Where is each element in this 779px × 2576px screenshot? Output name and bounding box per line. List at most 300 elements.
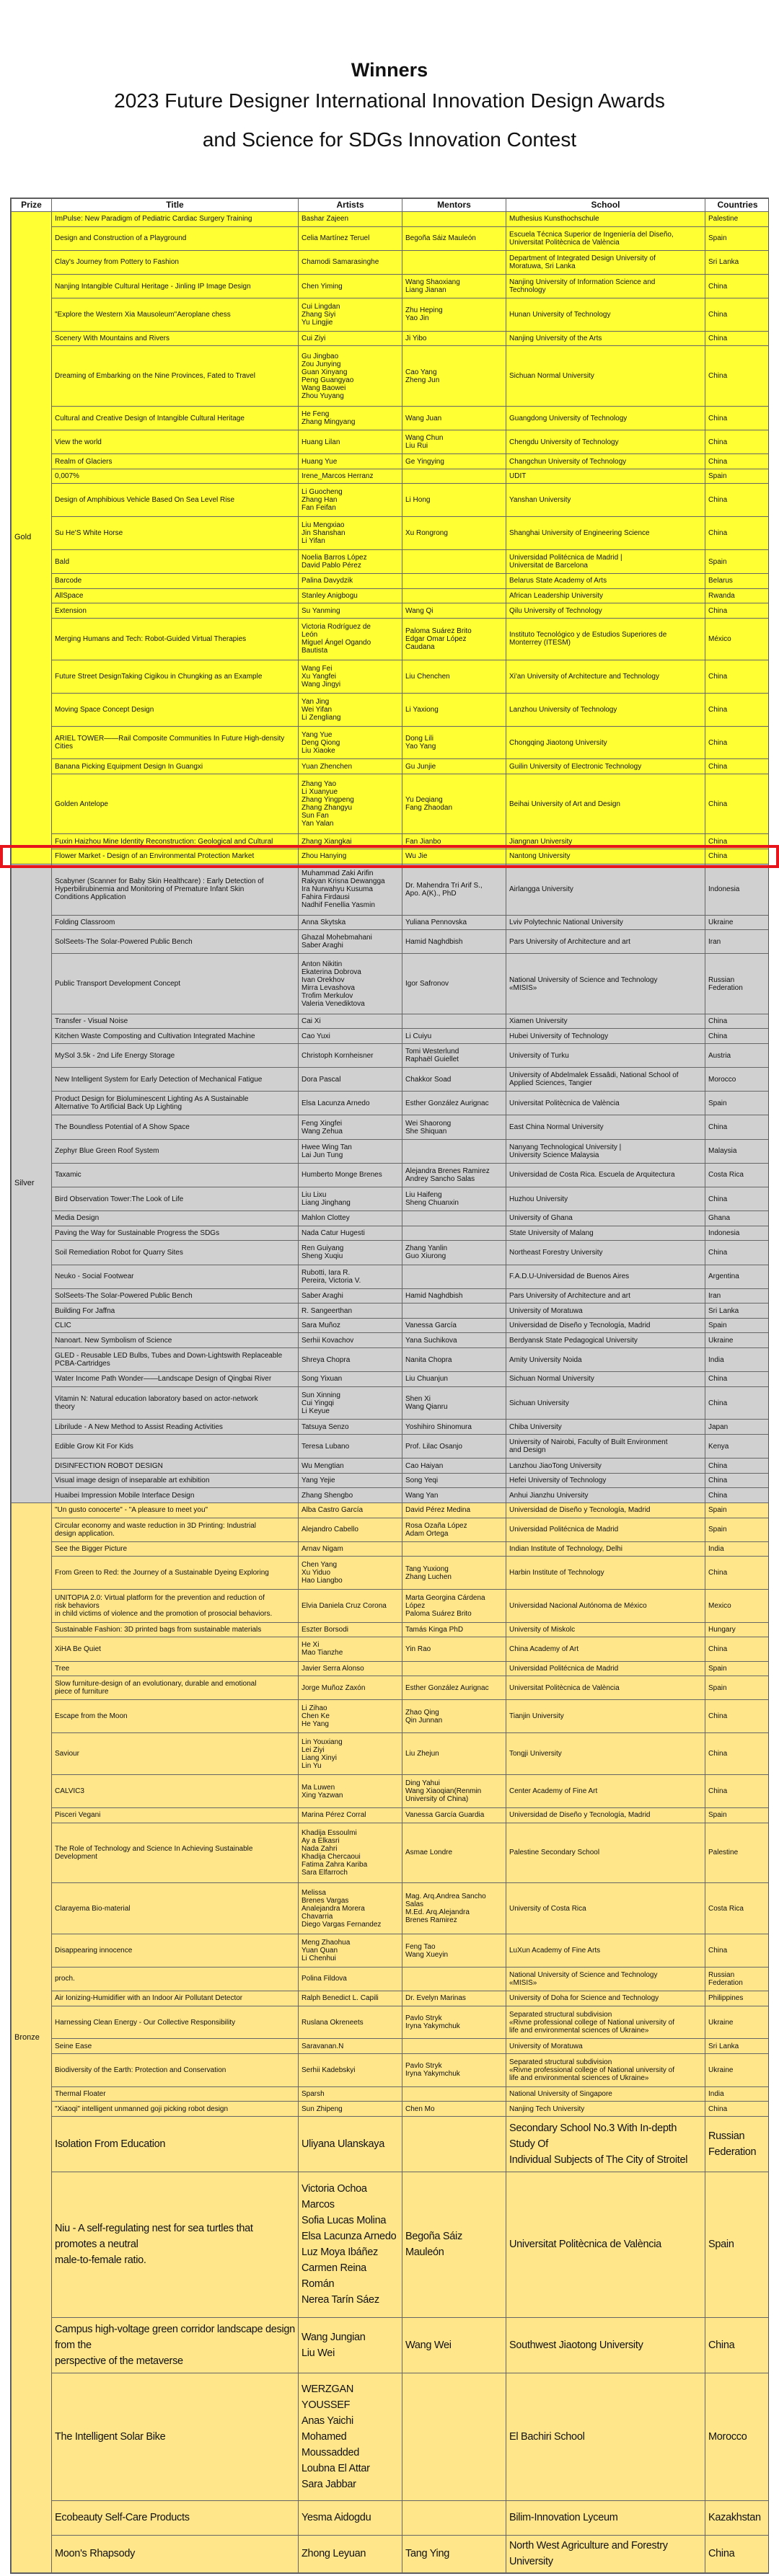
title-cell: Air Ionizing-Humidifier with an Indoor Air Pollutant Detector <box>52 1991 299 2006</box>
table-row <box>12 274 770 298</box>
table-row <box>12 2116 770 2172</box>
table-row <box>12 346 770 407</box>
table-row <box>12 1967 770 1991</box>
table-row <box>12 1139 770 1163</box>
title-cell: Bird Observation Tower:The Look of Life <box>52 1187 299 1211</box>
artists-cell: Sun Zhipeng <box>299 2102 402 2117</box>
mentors-cell: Dr. Evelyn Marinas <box>402 1991 506 2006</box>
artists-cell: Rubotti, Iara R. Pereira, Victoria V. <box>299 1265 402 1288</box>
table-row <box>12 1590 770 1623</box>
artists-cell: Cui Lingdan Zhang Siyi Yu Lingjie <box>299 298 402 332</box>
table-row <box>12 1187 770 1211</box>
mentors-cell: Mag. Arq.Andrea Sancho Salas M.Ed. Arq.Alejandra Brenes Ramirez <box>402 1883 506 1934</box>
title-cell: Sustainable Fashion: 3D printed bags from sustainable materials <box>52 1622 299 1637</box>
country-cell: Spain <box>705 1318 770 1333</box>
mentors-cell <box>402 469 506 484</box>
title-cell: ARIEL TOWER——Rail Composite Communities In Future High-density Cities <box>52 726 299 759</box>
artists-cell: Alejandro Cabello <box>299 1518 402 1541</box>
country-cell: China <box>705 603 770 619</box>
artists-cell: He Feng Zhang Mingyang <box>299 406 402 430</box>
artists-cell: WERZGAN YOUSSEF Anas Yaichi Mohamed Moussadded Loubna El Attar Sara Jabbar <box>299 2373 402 2500</box>
mentors-cell: Wang Juan <box>402 406 506 430</box>
country-cell: China <box>705 1115 770 1139</box>
table-row <box>12 1386 770 1420</box>
country-cell: Russian Federation <box>705 2116 770 2172</box>
country-cell: Iran <box>705 930 770 954</box>
title-cell: DISINFECTION ROBOT DESIGN <box>52 1459 299 1474</box>
col-header-mentors: Mentors <box>402 199 506 212</box>
table-row <box>12 1676 770 1700</box>
table-row <box>12 1163 770 1187</box>
table-row <box>12 774 770 834</box>
school-cell: African Leadership University <box>506 588 705 603</box>
school-cell: Belarus State Academy of Arts <box>506 574 705 589</box>
country-cell: Sri Lanka <box>705 1304 770 1319</box>
mentors-cell: Wang Wei <box>402 2317 506 2373</box>
country-cell: India <box>705 2086 770 2102</box>
mentors-cell: Tang Ying <box>402 2535 506 2572</box>
mentors-cell: Liu Zhejun <box>402 1733 506 1775</box>
country-cell: Spain <box>705 469 770 484</box>
school-cell: Universidad de Diseño y Tecnología, Madrid <box>506 1808 705 1823</box>
title-cell: Golden Antelope <box>52 774 299 834</box>
title-cell: The Intelligent Solar Bike <box>52 2373 299 2500</box>
country-cell: Spain <box>705 1502 770 1518</box>
country-cell: China <box>705 2102 770 2117</box>
title-cell: ImPulse: New Paradigm of Pediatric Cardiac Surgery Training <box>52 212 299 227</box>
mentors-cell: Rosa Ozaña López Adam Ortega <box>402 1518 506 1541</box>
artists-cell: Chen Yang Xu Yiduo Hao Liangbo <box>299 1557 402 1590</box>
school-cell: F.A.D.U-Universidad de Buenos Aires <box>506 1265 705 1288</box>
mentors-cell: Paloma Suárez Brito Edgar Omar López Caudana <box>402 618 506 660</box>
school-cell: UDIT <box>506 469 705 484</box>
mentors-cell <box>402 2086 506 2102</box>
artists-cell: Marina Pérez Corral <box>299 1808 402 1823</box>
school-cell: Berdyansk State Pedagogical University <box>506 1333 705 1348</box>
country-cell: China <box>705 1029 770 1044</box>
table-row <box>12 1459 770 1474</box>
artists-cell: Humberto Monge Brenes <box>299 1163 402 1187</box>
title-cell: Dreaming of Embarking on the Nine Provinces, Fated to Travel <box>52 346 299 407</box>
col-header-countries: Countries <box>705 199 770 212</box>
title-cell: Tree <box>52 1661 299 1676</box>
school-cell: Huzhou University <box>506 1187 705 1211</box>
school-cell: Nanyang Technological University | University Science Malaysia <box>506 1139 705 1163</box>
school-cell: Secondary School No.3 With In-depth Study Of Individual Subjects of The City of Stroitel <box>506 2116 705 2172</box>
title-cell: Paving the Way for Sustainable Progress the SDGs <box>52 1226 299 1241</box>
page-header <box>0 0 779 196</box>
school-cell: Chengdu University of Technology <box>506 430 705 454</box>
school-cell: University of Abdelmalek Essaâdi, National School of Applied Sciences, Tangier <box>506 1068 705 1092</box>
title-cell: Ecobeauty Self-Care Products <box>52 2500 299 2535</box>
mentors-cell: Wang Yan <box>402 1488 506 1503</box>
page-title: Winners <box>351 59 428 81</box>
country-cell: China <box>705 1488 770 1503</box>
table-row <box>12 1557 770 1590</box>
table-row <box>12 1043 770 1067</box>
table-row <box>12 469 770 484</box>
table-row <box>12 864 770 915</box>
mentors-cell: Wang Shaoxiang Liang Jianan <box>402 274 506 298</box>
school-cell: Muthesius Kunsthochschule <box>506 212 705 227</box>
artists-cell: Irene_Marcos Herranz <box>299 469 402 484</box>
country-cell: China <box>705 1241 770 1265</box>
title-cell: Transfer - Visual Noise <box>52 1014 299 1029</box>
mentors-cell <box>402 1265 506 1288</box>
table-row <box>12 1333 770 1348</box>
school-cell: Lviv Polytechnic National University <box>506 915 705 930</box>
artists-cell: Melissa Brenes Vargas Analejandra Morera Chavarria Diego Vargas Fernandez <box>299 1883 402 1934</box>
country-cell: Ukraine <box>705 2053 770 2086</box>
country-cell: Argentina <box>705 1265 770 1288</box>
mentors-cell: Begoña Sáiz Mauleón <box>402 226 506 250</box>
country-cell: China <box>705 274 770 298</box>
school-cell: National University of Science and Technology «MISIS» <box>506 954 705 1014</box>
col-header-prize: Prize <box>12 199 52 212</box>
country-cell: Rwanda <box>705 588 770 603</box>
school-cell: University of Costa Rica <box>506 1883 705 1934</box>
country-cell: Morocco <box>705 1068 770 1092</box>
artists-cell: Elvia Daniela Cruz Corona <box>299 1590 402 1623</box>
country-cell: China <box>705 1733 770 1775</box>
prize-cell: Bronze <box>12 1502 52 2572</box>
mentors-cell: Asmae Londre <box>402 1823 506 1883</box>
mentors-cell <box>402 250 506 274</box>
table-row <box>12 2317 770 2373</box>
school-cell: Yanshan University <box>506 484 705 517</box>
title-cell: Fuxin Haizhou Mine Identity Reconstruction: Geological and Cultural <box>52 834 299 849</box>
title-cell: Building For Jaffna <box>52 1304 299 1319</box>
school-cell: Harbin Institute of Technology <box>506 1557 705 1590</box>
artists-cell: Ruslana Okreneets <box>299 2006 402 2039</box>
school-cell: North West Agriculture and Forestry University <box>506 2535 705 2572</box>
table-row <box>12 588 770 603</box>
table-row <box>12 406 770 430</box>
mentors-cell <box>402 1226 506 1241</box>
mentors-cell: Cao Haiyan <box>402 1459 506 1474</box>
country-cell: Indonesia <box>705 864 770 915</box>
mentors-cell <box>402 1304 506 1319</box>
table-row <box>12 1488 770 1503</box>
country-cell: Ukraine <box>705 1333 770 1348</box>
artists-cell: Li Zihao Chen Ke He Yang <box>299 1700 402 1733</box>
school-cell: University of Nairobi, Faculty of Built Environment and Design <box>506 1435 705 1459</box>
artists-cell: Zhang Shengbo <box>299 1488 402 1503</box>
school-cell: Qilu University of Technology <box>506 603 705 619</box>
artists-cell: Serhii Kadebskyi <box>299 2053 402 2086</box>
artists-cell: Celia Martínez Teruel <box>299 226 402 250</box>
country-cell: China <box>705 346 770 407</box>
title-cell: CALVIC3 <box>52 1775 299 1808</box>
mentors-cell: Ge Yingying <box>402 454 506 469</box>
school-cell: Tianjin University <box>506 1700 705 1733</box>
title-cell: Folding Classroom <box>52 915 299 930</box>
artists-cell: Victoria Rodríguez de León Miguel Ángel Ogando Bautista <box>299 618 402 660</box>
artists-cell: Christoph Kornheisner <box>299 1043 402 1067</box>
school-cell: Universidad de Diseño y Tecnología, Madrid <box>506 1502 705 1518</box>
country-cell: Philippines <box>705 1991 770 2006</box>
artists-cell: Zhong Leyuan <box>299 2535 402 2572</box>
school-cell: Universidad Politécnica de Madrid | Universitat de Barcelona <box>506 549 705 573</box>
table-row <box>12 1211 770 1226</box>
country-cell: Ukraine <box>705 915 770 930</box>
title-cell: Scabyner (Scanner for Baby Skin Healthcare) : Early Detection of Hyperbilirubinemia and Monitoring of Premature Infant Skin Conditions Application <box>52 864 299 915</box>
school-cell: University of Turku <box>506 1043 705 1067</box>
country-cell: China <box>705 849 770 864</box>
artists-cell: Sparsh <box>299 2086 402 2102</box>
mentors-cell <box>402 1967 506 1991</box>
mentors-cell <box>402 1661 506 1676</box>
school-cell: Hubei University of Technology <box>506 1029 705 1044</box>
table-row <box>12 2535 770 2572</box>
table-row <box>12 1304 770 1319</box>
title-cell: Cultural and Creative Design of Intangible Cultural Heritage <box>52 406 299 430</box>
title-cell: Circular economy and waste reduction in 3D Printing: Industrial design application. <box>52 1518 299 1541</box>
table-row <box>12 693 770 726</box>
artists-cell: Ralph Benedict L. Capili <box>299 1991 402 2006</box>
school-cell: Guangdong University of Technology <box>506 406 705 430</box>
country-cell: China <box>705 2535 770 2572</box>
country-cell: China <box>705 1459 770 1474</box>
mentors-cell: Shen Xi Wang Qianru <box>402 1386 506 1420</box>
title-cell: New Intelligent System for Early Detection of Mechanical Fatigue <box>52 1068 299 1092</box>
artists-cell: Yang Yejie <box>299 1473 402 1488</box>
artists-cell: Javier Serra Alonso <box>299 1661 402 1676</box>
artists-cell: R. Sangeerthan <box>299 1304 402 1319</box>
title-cell: SolSeets-The Solar-Powered Public Bench <box>52 930 299 954</box>
artists-cell: Ghazal Mohebmahani Saber Araghi <box>299 930 402 954</box>
artists-cell: Su Yanming <box>299 603 402 619</box>
title-cell: Water Income Path Wonder——Landscape Design of Qingbai River <box>52 1372 299 1387</box>
mentors-cell: Prof. Lilac Osanjo <box>402 1435 506 1459</box>
mentors-cell: Vanessa García Guardia <box>402 1808 506 1823</box>
mentors-cell: Chakkor Soad <box>402 1068 506 1092</box>
mentors-cell <box>402 2373 506 2500</box>
table-row <box>12 660 770 694</box>
title-cell: Barcode <box>52 574 299 589</box>
table-row <box>12 430 770 454</box>
country-cell: Sri Lanka <box>705 2039 770 2054</box>
table-row <box>12 1541 770 1557</box>
col-header-title: Title <box>52 199 299 212</box>
school-cell: Anhui Jianzhu University <box>506 1488 705 1503</box>
artists-cell: Hwee Wing Tan Lai Jun Tung <box>299 1139 402 1163</box>
mentors-cell: Dong Lili Yao Yang <box>402 726 506 759</box>
artists-cell: Song Yixuan <box>299 1372 402 1387</box>
artists-cell: Chen Yiming <box>299 274 402 298</box>
artists-cell: Yuan Zhenchen <box>299 759 402 774</box>
country-cell: Palestine <box>705 212 770 227</box>
mentors-cell <box>402 1139 506 1163</box>
mentors-cell: Yu Deqiang Fang Zhaodan <box>402 774 506 834</box>
col-header-school: School <box>506 199 705 212</box>
title-cell: SolSeets-The Solar-Powered Public Bench <box>52 1288 299 1304</box>
country-cell: China <box>705 1386 770 1420</box>
school-cell: Chongqing Jiaotong University <box>506 726 705 759</box>
artists-cell: Teresa Lubano <box>299 1435 402 1459</box>
title-cell: Future Street DesignTaking Cigikou in Chungking as an Example <box>52 660 299 694</box>
school-cell: Palestine Secondary School <box>506 1823 705 1883</box>
school-cell: Instituto Tecnológico y de Estudios Superiores de Monterrey (ITESM) <box>506 618 705 660</box>
table-row <box>12 2102 770 2117</box>
mentors-cell: Yin Rao <box>402 1637 506 1661</box>
country-cell: Malaysia <box>705 1139 770 1163</box>
title-cell: GLED - Reusable LED Bulbs, Tubes and Down-Lightswith Replaceable PCBA-Cartridges <box>52 1347 299 1371</box>
mentors-cell: Ding Yahui Wang Xiaoqian(Renmin University of China) <box>402 1775 506 1808</box>
mentors-cell: Hamid Naghdbish <box>402 930 506 954</box>
col-header-artists: Artists <box>299 199 402 212</box>
school-cell: Universidad Politécnica de Madrid <box>506 1518 705 1541</box>
school-cell: Nantong University <box>506 849 705 864</box>
table-row <box>12 1068 770 1092</box>
mentors-cell: Tamás Kinga PhD <box>402 1622 506 1637</box>
table-row <box>12 2373 770 2500</box>
table-row <box>12 250 770 274</box>
table-row <box>12 454 770 469</box>
table-row <box>12 954 770 1014</box>
mentors-cell: Zhang Yanlin Guo Xiurong <box>402 1241 506 1265</box>
artists-cell: Cao Yuxi <box>299 1029 402 1044</box>
artists-cell: Liu Mengxiao Jin Shanshan Li Yifan <box>299 517 402 550</box>
school-cell: Sichuan University <box>506 1386 705 1420</box>
table-row <box>12 618 770 660</box>
artists-cell: Bashar Zajeen <box>299 212 402 227</box>
title-cell: Public Transport Development Concept <box>52 954 299 1014</box>
school-cell: El Bachiri School <box>506 2373 705 2500</box>
mentors-cell: Cao Yang Zheng Jun <box>402 346 506 407</box>
country-cell: Ghana <box>705 1211 770 1226</box>
table-row <box>12 759 770 774</box>
artists-cell: Wu Mengtian <box>299 1459 402 1474</box>
table-row <box>12 1502 770 1518</box>
mentors-cell: Alejandra Brenes Ramirez Andrey Sancho Salas <box>402 1163 506 1187</box>
school-cell: University of Miskolc <box>506 1622 705 1637</box>
country-cell: China <box>705 1775 770 1808</box>
school-cell: Pars University of Architecture and art <box>506 930 705 954</box>
mentors-cell: Esther González Aurignac <box>402 1092 506 1115</box>
mentors-cell: Li Yaxiong <box>402 693 506 726</box>
artists-cell: Saravanan.N <box>299 2039 402 2054</box>
country-cell: Spain <box>705 1518 770 1541</box>
table-row <box>12 849 770 864</box>
mentors-cell: Wang Chun Liu Rui <box>402 430 506 454</box>
table-row <box>12 1775 770 1808</box>
table-row <box>12 1934 770 1968</box>
school-cell: University of Moratuwa <box>506 2039 705 2054</box>
mentors-cell: Marta Georgina Cárdena López Paloma Suárez Brito <box>402 1590 506 1623</box>
title-cell: Kitchen Waste Composting and Cultivation Integrated Machine <box>52 1029 299 1044</box>
artists-cell: Li Guocheng Zhang Han Fan Feifan <box>299 484 402 517</box>
title-cell: Huaibei Impression Mobile Interface Design <box>52 1488 299 1503</box>
table-row <box>12 1372 770 1387</box>
title-cell: Extension <box>52 603 299 619</box>
country-cell: Spain <box>705 549 770 573</box>
winners-table <box>11 198 769 2573</box>
country-cell: China <box>705 1014 770 1029</box>
artists-cell: Zhang Xiangkai <box>299 834 402 849</box>
title-cell: From Green to Red: the Journey of a Sustainable Dyeing Exploring <box>52 1557 299 1590</box>
title-cell: 0,007% <box>52 469 299 484</box>
title-cell: Taxamic <box>52 1163 299 1187</box>
mentors-cell: Yuliana Pennovska <box>402 915 506 930</box>
school-cell: Hunan University of Technology <box>506 298 705 332</box>
mentors-cell: Tomi Westerlund Raphaël Guiellet <box>402 1043 506 1067</box>
country-cell: Costa Rica <box>705 1163 770 1187</box>
mentors-cell: Vanessa García <box>402 1318 506 1333</box>
country-cell: China <box>705 1637 770 1661</box>
school-cell: Xi'an University of Architecture and Technology <box>506 660 705 694</box>
country-cell: China <box>705 774 770 834</box>
title-cell: Visual image design of inseparable art exhibition <box>52 1473 299 1488</box>
title-cell: Harnessing Clean Energy - Our Collective Responsibility <box>52 2006 299 2039</box>
prize-cell: Gold <box>12 212 52 864</box>
country-cell: Spain <box>705 226 770 250</box>
country-cell: China <box>705 1700 770 1733</box>
winners-table-container <box>10 198 769 2574</box>
artists-cell: Alba Castro García <box>299 1502 402 1518</box>
school-cell: Southwest Jiaotong University <box>506 2317 705 2373</box>
title-cell: The Boundless Potential of A Show Space <box>52 1115 299 1139</box>
title-cell: Product Design for Bioluminescent Lighting As A Sustainable Alternative To Artificial Back Up Lighting <box>52 1092 299 1115</box>
artists-cell: Elsa Lacunza Arnedo <box>299 1092 402 1115</box>
mentors-cell: Yoshihiro Shinomura <box>402 1420 506 1435</box>
school-cell: Changchun University of Technology <box>506 454 705 469</box>
school-cell: Hefei University of Technology <box>506 1473 705 1488</box>
mentors-cell: Fan Jianbo <box>402 834 506 849</box>
country-cell: Belarus <box>705 574 770 589</box>
school-cell: Universidad Nacional Autónoma de México <box>506 1590 705 1623</box>
artists-cell: Sun Xinning Cui Yingqi Li Keyue <box>299 1386 402 1420</box>
country-cell: Spain <box>705 1092 770 1115</box>
mentors-cell: Wang Qi <box>402 603 506 619</box>
title-cell: Saviour <box>52 1733 299 1775</box>
title-cell: Escape from the Moon <box>52 1700 299 1733</box>
title-cell: MySol 3.5k - 2nd Life Energy Storage <box>52 1043 299 1067</box>
mentors-cell <box>402 212 506 227</box>
school-cell: Pars University of Architecture and art <box>506 1288 705 1304</box>
school-cell: Beihai University of Art and Design <box>506 774 705 834</box>
artists-cell: Anton Nikitin Ekaterina Dobrova Ivan Orekhov Mirra Levashova Trofim Merkulov Valeria Venediktova <box>299 954 402 1014</box>
title-cell: Isolation From Education <box>52 2116 299 2172</box>
mentors-cell: Liu Chuanjun <box>402 1372 506 1387</box>
artists-cell: Ma Luwen Xing Yazwan <box>299 1775 402 1808</box>
table-row <box>12 484 770 517</box>
school-cell: Nanjing University of the Arts <box>506 331 705 346</box>
school-cell: Universitat Politècnica de València <box>506 1092 705 1115</box>
school-cell: University of Ghana <box>506 1211 705 1226</box>
mentors-cell <box>402 2039 506 2054</box>
mentors-cell: Wu Jie <box>402 849 506 864</box>
school-cell: Universitat Politècnica de València <box>506 1676 705 1700</box>
title-cell: Vitamin N: Natural education laboratory based on actor-network theory <box>52 1386 299 1420</box>
table-row <box>12 1622 770 1637</box>
title-cell: Realm of Glaciers <box>52 454 299 469</box>
mentors-cell: David Pérez Medina <box>402 1502 506 1518</box>
title-cell: Clarayema Bio-material <box>52 1883 299 1934</box>
country-cell: Russian Federation <box>705 954 770 1014</box>
school-cell: Xiamen University <box>506 1014 705 1029</box>
title-cell: UNITOPIA 2.0: Virtual platform for the prevention and reduction of risk behaviors in child victims of violence and the promotion of prosocial behaviors. <box>52 1590 299 1623</box>
country-cell: China <box>705 1473 770 1488</box>
title-cell: The Role of Technology and Science In Achieving Sustainable Development <box>52 1823 299 1883</box>
table-row <box>12 1014 770 1029</box>
country-cell: Spain <box>705 1808 770 1823</box>
school-cell: National University of Singapore <box>506 2086 705 2102</box>
artists-cell: Anna Skytska <box>299 915 402 930</box>
country-cell: China <box>705 693 770 726</box>
mentors-cell <box>402 2500 506 2535</box>
title-cell: Soil Remediation Robot for Quarry Sites <box>52 1241 299 1265</box>
